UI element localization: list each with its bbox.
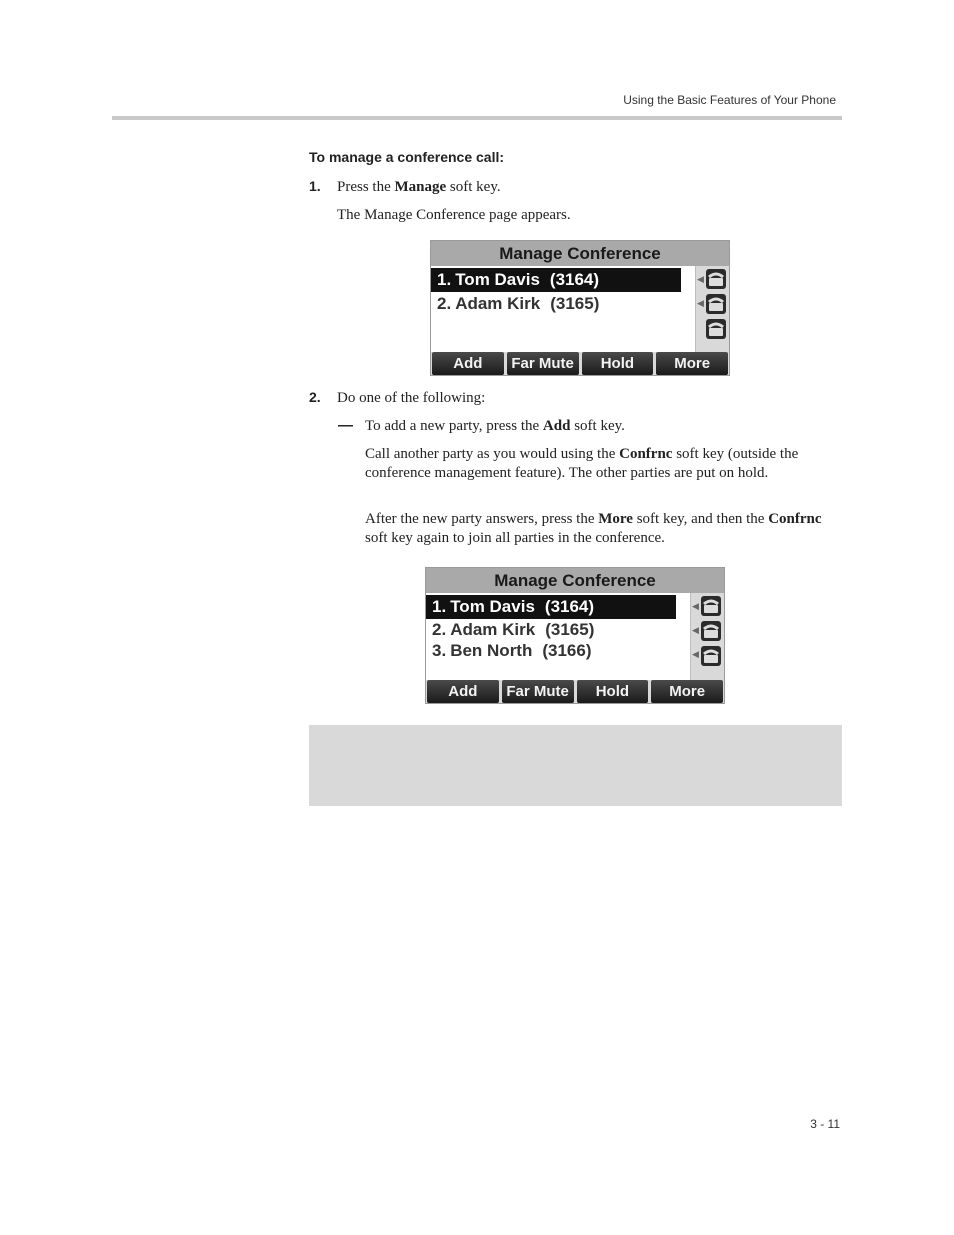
participant-name: Ben North [450,641,533,660]
speaker-icon: ◀ [692,601,699,611]
softkey-hold[interactable]: Hold [577,680,649,703]
bullet-text: To add a new party, press the Add soft key. [365,418,625,434]
row-number: 1. [437,270,452,289]
participant-row[interactable] [426,595,676,619]
softkey-bar [431,352,729,375]
softkey-more[interactable]: More [651,680,723,703]
phone-line-icon [701,621,721,641]
softkey-far-mute[interactable]: Far Mute [502,680,574,703]
manage-conference-screen-1 [430,240,730,376]
softkey-add[interactable]: Add [427,680,499,703]
speaker-icon: ◀ [697,298,704,308]
row-number: 3. [432,641,447,660]
participant-name: Adam Kirk [455,294,541,313]
phone-line-icon [701,646,721,666]
phone-line-icon [706,294,726,314]
step-1-number: 1. [309,178,321,194]
softkey-add[interactable]: Add [432,352,504,375]
row-number: 1. [432,597,447,616]
step-1-text: Press the Manage soft key. [337,179,501,195]
participant-ext: (3166) [542,641,592,660]
softkey-bar [426,680,724,703]
step-2-number: 2. [309,389,321,405]
softkey-hold[interactable]: Hold [582,352,654,375]
speaker-icon: ◀ [692,625,699,635]
running-header: Using the Basic Features of Your Phone [623,93,836,107]
participant-row[interactable] [426,640,676,662]
bullet-para-1: Call another party as you would using the Confrnc soft key (outside the conference management feature). The other parties are put on hold. [365,446,799,481]
participant-ext: (3165) [545,620,595,639]
manage-conference-screen-2 [425,567,725,704]
participant-name: Tom Davis [455,270,540,289]
step-2-text: Do one of the following: [337,390,486,406]
screen-title: Manage Conference [431,241,729,266]
participant-list [426,593,691,681]
softkey-far-mute[interactable]: Far Mute [507,352,579,375]
participant-name: Tom Davis [450,597,535,616]
participant-row[interactable] [431,292,681,316]
procedure-title: To manage a conference call: [309,149,505,165]
row-number: 2. [437,294,452,313]
participant-row[interactable] [431,268,681,292]
participant-ext: (3164) [549,270,600,289]
participant-ext: (3164) [544,597,595,616]
phone-line-icon [701,596,721,616]
bullet-para-2: After the new party answers, press the More soft key, and then the Confrnc soft key again to join all parties in the conference. [365,511,822,546]
phone-line-icon [706,269,726,289]
phone-line-icon [706,319,726,339]
step-1-result: The Manage Conference page appears. [337,207,571,223]
speaker-icon: ◀ [692,649,699,659]
note-box [309,725,842,806]
participant-list [431,266,696,354]
speaker-icon: ◀ [697,274,704,284]
header-rule [112,116,842,120]
participant-ext: (3165) [550,294,600,313]
page-number: 3 - 11 [810,1117,840,1131]
bullet-dash: — [338,417,353,434]
screen-title: Manage Conference [426,568,724,593]
participant-name: Adam Kirk [450,620,536,639]
softkey-more[interactable]: More [656,352,728,375]
row-number: 2. [432,620,447,639]
participant-row[interactable] [426,619,676,641]
